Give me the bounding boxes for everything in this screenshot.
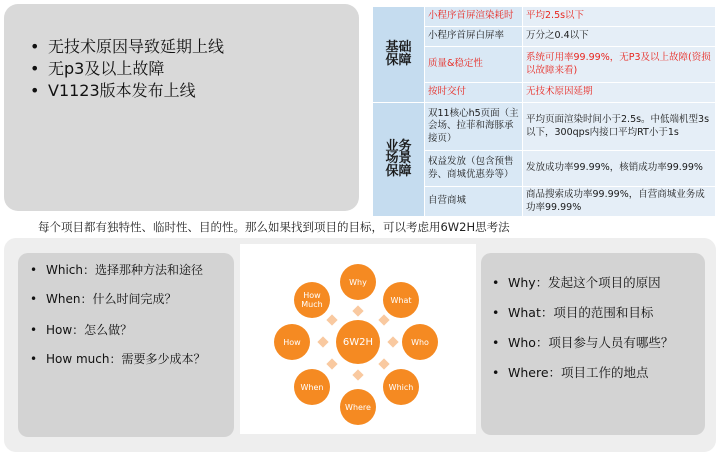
right-questions-list <box>490 275 700 381</box>
table-cell-goal: 系统可用率99.99%，无P3及以上故障(资损以故障来看) <box>523 47 716 83</box>
table-cell-goal: 无技术原因延期 <box>523 83 716 103</box>
diagram-node: Where <box>340 389 376 425</box>
table-row <box>373 27 716 47</box>
diagram-node: How Much <box>294 282 330 318</box>
question-item: • Who：项目参与人员有哪些？ <box>490 335 700 351</box>
section-label-basic: 基础 保障 <box>373 7 425 103</box>
table-cell-item: 权益发放（包含预售券、商城优惠券等） <box>425 151 523 187</box>
summary-item: • 无p3及以上故障 <box>30 58 224 80</box>
table-row <box>373 83 716 103</box>
summary-item: • 无技术原因导致延期上线 <box>30 36 224 58</box>
question-item: • What：项目的范围和目标 <box>490 305 700 321</box>
diagram-node: When <box>294 369 330 405</box>
diagram-node: Why <box>340 264 376 300</box>
question-item: • Why：发起这个项目的原因 <box>490 275 700 291</box>
arrow-icon <box>326 358 337 369</box>
section-label-business: 业务 场景 保障 <box>373 103 425 217</box>
table-cell-item: 质量&稳定性 <box>425 47 523 83</box>
table-cell-item: 小程序首屏渲染耗时 <box>425 7 523 27</box>
question-item: • Which：选择那种方法和途径 <box>28 263 228 278</box>
question-item: • How：怎么做？ <box>28 323 228 338</box>
table-row <box>373 151 716 187</box>
diagram-node: Which <box>383 369 419 405</box>
table-row <box>373 47 716 83</box>
arrow-icon <box>326 314 337 325</box>
summary-item: • V1123版本发布上线 <box>30 80 224 102</box>
diagram-node: Who <box>402 324 438 360</box>
arrow-icon <box>378 314 389 325</box>
goals-table <box>372 6 716 217</box>
arrow-icon <box>352 305 363 316</box>
diagram-node: What <box>383 282 419 318</box>
arrow-icon <box>352 369 363 380</box>
caption-text: 每个项目都有独特性、临时性、目的性。那么如果找到项目的目标，可以考虑用6W2H思考法 <box>38 220 510 234</box>
arrow-icon <box>378 358 389 369</box>
question-item: • How much：需要多少成本？ <box>28 352 228 367</box>
diagram-center: 6W2H <box>336 320 380 364</box>
summary-list <box>30 36 224 102</box>
question-item: • Where：项目工作的地点 <box>490 365 700 381</box>
diagram-node: How <box>274 324 310 360</box>
left-questions-list <box>28 263 228 367</box>
table-row <box>373 187 716 217</box>
table-cell-item: 双11核心h5页面（主会场、拉菲和海豚承接页） <box>425 103 523 151</box>
table-cell-item: 小程序首屏白屏率 <box>425 27 523 47</box>
arrow-icon <box>317 336 328 347</box>
table-cell-goal: 平均页面渲染时间小于2.5s。中低端机型3s以下，300qps内接口平均RT小于1s <box>523 103 716 151</box>
6w2h-diagram <box>240 244 476 434</box>
table-cell-goal: 平均2.5s以下 <box>523 7 716 27</box>
table-cell-goal: 商品搜索成功率99.99%，自营商城业务成功率99.99% <box>523 187 716 217</box>
table-cell-item: 自营商城 <box>425 187 523 217</box>
table-row <box>373 103 716 151</box>
question-item: • When：什么时间完成？ <box>28 292 228 307</box>
arrow-icon <box>387 336 398 347</box>
table-cell-item: 按时交付 <box>425 83 523 103</box>
table-cell-goal: 发放成功率99.99%，核销成功率99.99% <box>523 151 716 187</box>
table-row <box>373 7 716 27</box>
table-cell-goal: 万分之0.4以下 <box>523 27 716 47</box>
